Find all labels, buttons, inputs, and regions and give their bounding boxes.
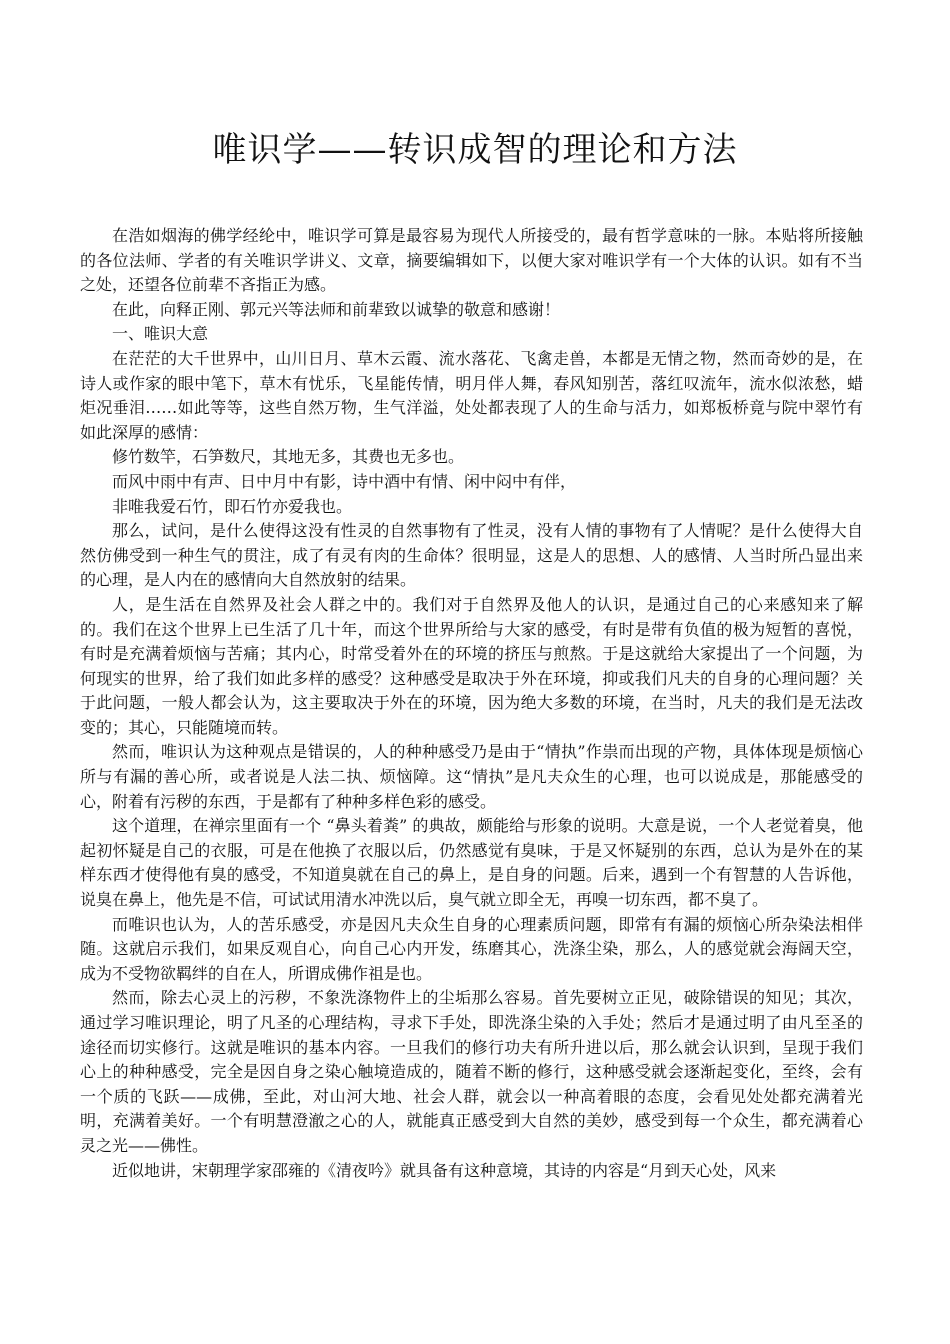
paragraph: 那么，试问，是什么使得这没有性灵的自然事物有了性灵，没有人情的事物有了人情呢？是什么使得大自然仿佛受到一种生气的贯注，成了有灵有肉的生命体？很明显，这是人的思想、人的感情、人当时所凸显出来的心理，是人内在的感情向大自然放射的结果。 [80,521,863,590]
paragraph: 而唯识也认为，人的苦乐感受，亦是因凡夫众生自身的心理素质问题，即常有有漏的烦恼心所杂染法相伴随。这就启示我们，如果反观自心，向自己心内开发，练磨其心，洗涤尘染，那么，人的感觉就会海阔天空，成为不受物欲羁绊的自在人，所谓成佛作祖是也。 [80,914,863,983]
quote-line: 非唯我爱石竹，即石竹亦爱我也。 [112,496,353,516]
quote-line: 修竹数竿，石笋数尺，其地无多，其费也无多也。 [112,447,465,467]
paragraph: 人，是生活在自然界及社会人群之中的。我们对于自然界及他人的认识，是通过自己的心来感知来了解的。我们在这个世界上已生活了几十年，而这个世界所给与大家的感受，有时是带有负值的极为短暂的喜悦，有时是充满着烦恼与苦痛；其内心，时常受着外在的环境的挤压与煎熬。于是这就给大家提出了一个问题，为何现实的世界，给了我们如此多样的感受？这种感受是取决于外在环境，抑或我们凡夫的自身的心理问题？关于此问题，一般人都会认为，这主要取决于外在的环境，因为绝大多数的环境，在当时，凡夫的我们是无法改变的；其心，只能随境而转。 [80,594,863,737]
document-title: 唯识学——转识成智的理论和方法 [212,130,738,170]
paragraph: 然而，唯识认为这种观点是错误的，人的种种感受乃是由于“情执”作祟而出现的产物，具体体现是烦恼心所与有漏的善心所，或者说是人法二执、烦恼障。这“情执”是凡夫众生的心理，也可以说成是，那能感受的心，附着有污秽的东西，于是都有了种种多样色彩的感受。 [80,742,863,811]
quote-line: 而风中雨中有声、日中月中有影，诗中酒中有情、闲中闷中有伴， [112,471,577,491]
paragraph: 近似地讲，宋朝理学家邵雍的《清夜吟》就具备有这种意境，其诗的内容是“月到天心处，风来 [112,1160,777,1180]
paragraph: 在茫茫的大千世界中，山川日月、草木云霞、流水落花、飞禽走兽，本都是无情之物，然而奇妙的是，在诗人或作家的眼中笔下，草木有忧乐，飞星能传情，明月伴人舞，春风知别苦，落红叹流年，流水似浓愁，蜡炬况垂泪……如此等等，这些自然万物，生气洋溢，处处都表现了人的生命与活力，如郑板桥竟与院中翠竹有如此深厚的感情： [80,348,863,442]
section-heading: 一、唯识大意 [112,324,209,344]
paragraph: 在此，向释正刚、郭元兴等法师和前辈致以诚挚的敬意和感谢！ [112,299,561,319]
paragraph: 这个道理，在禅宗里面有一个 “鼻头着粪” 的典故，颇能给与形象的说明。大意是说，一个人老觉着臭，他起初怀疑是自己的衣服，可是在他换了衣服以后，仍然感觉有臭味，于是又怀疑别的东西，总认为是外在的某样东西才使得他有臭的感受，不知道臭就在自己的鼻上，是自身的问题。后来，遇到一个有智慧的人告诉他，说臭在鼻上，他先是不信，可试试用清水冲洗以后，臭气就立即全无，再嗅一切东西，都不臭了。 [80,816,863,910]
paragraph: 在浩如烟海的佛学经纶中，唯识学可算是最容易为现代人所接受的，最有哲学意味的一脉。本贴将所接触的各位法师、学者的有关唯识学讲义、文章，摘要编辑如下，以便大家对唯识学有一个大体的认识。如有不当之处，还望各位前辈不吝指正为感。 [80,226,863,295]
paragraph: 然而，除去心灵上的污秽，不象洗涤物件上的尘垢那么容易。首先要树立正见，破除错误的知见；其次，通过学习唯识理论，明了凡圣的心理结构，寻求下手处，即洗涤尘染的入手处；然后才是通过明了由凡至圣的途径而切实修行。这就是唯识的基本内容。一旦我们的修行功夫有所升进以后，那么就会认识到，呈现于我们心上的种种感受，完全是因自身之染心触境造成的，随着不断的修行，这种感受就会逐渐起变化，至终，会有一个质的飞跃——成佛，至此，对山河大地、社会人群，就会以一种高着眼的态度，会看见处处都充满着光明，充满着美好。一个有明慧澄澈之心的人，就能真正感受到大自然的美妙，感受到每一个众生，都充满着心灵之光——佛性。 [80,988,863,1155]
document-body [80,224,863,1183]
